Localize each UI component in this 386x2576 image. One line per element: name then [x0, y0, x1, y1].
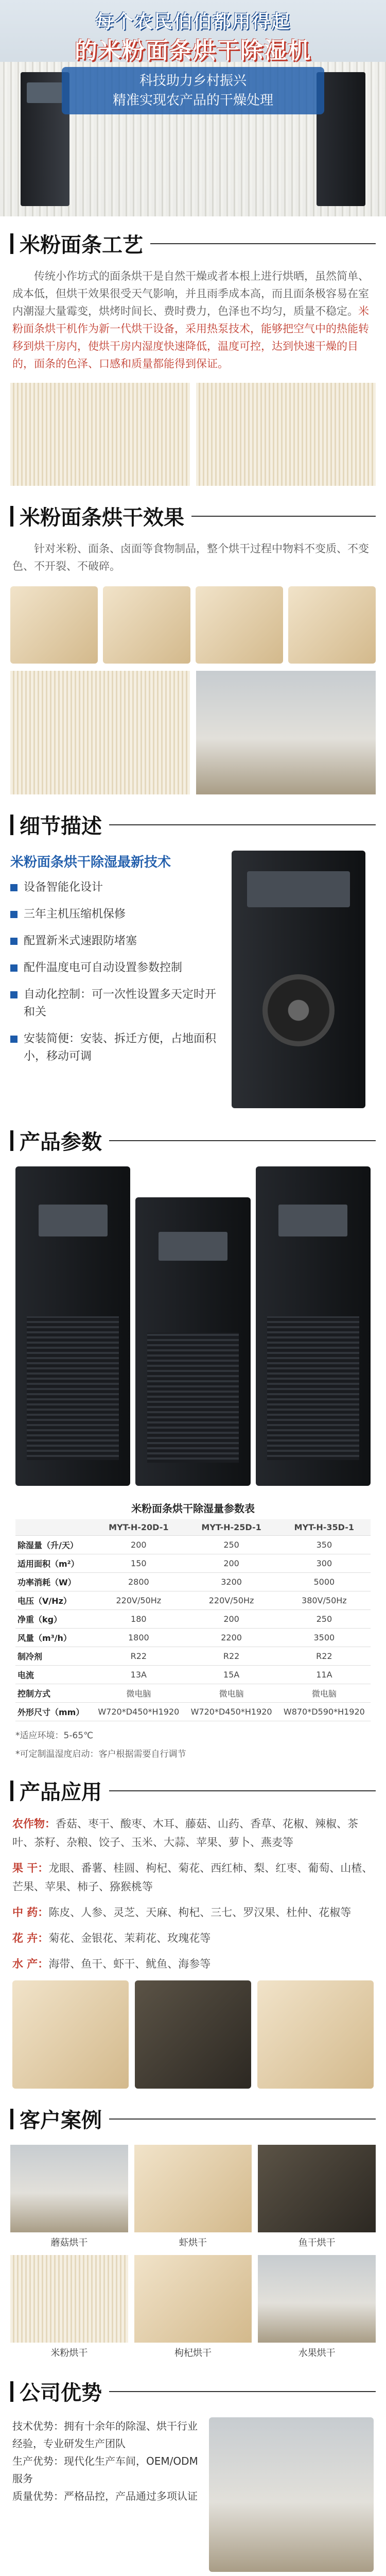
table-cell: 13A	[92, 1666, 185, 1684]
table-cell: R22	[185, 1647, 277, 1666]
section-title: 产品应用	[20, 1781, 102, 1804]
noodle-photo	[10, 383, 190, 486]
bullet-icon	[10, 1036, 17, 1043]
bullet-icon	[10, 991, 17, 998]
dryer-model-image	[256, 1166, 371, 1486]
list-item: 设备智能化设计	[10, 879, 216, 896]
table-row	[15, 1610, 371, 1629]
table-cell: R22	[92, 1647, 185, 1666]
table-row	[15, 1703, 371, 1721]
case-item: 蘑菇烘干	[10, 2145, 128, 2249]
section-header-cases	[0, 2092, 386, 2140]
section-header-effect	[0, 489, 386, 537]
table-cell: 2800	[92, 1573, 185, 1591]
factory-photo	[209, 2417, 374, 2572]
table-row	[15, 1554, 371, 1573]
table-cell: 250	[185, 1536, 277, 1554]
app-category: 农作物：香菇、枣干、酸枣、木耳、藤菇、山药、香草、花椒、辣椒、茶叶、茶籽、杂粮、饺子、玉米、大蒜、苹果、萝卜、燕麦等	[12, 1818, 358, 1849]
case-photo	[10, 2145, 128, 2232]
noodle-photo	[196, 383, 376, 486]
spec-note: *适应环境：5-65℃	[15, 1731, 94, 1741]
table-cell: 1800	[92, 1629, 185, 1647]
effect-large-photos	[0, 668, 386, 798]
section-header-company	[0, 2364, 386, 2412]
app-category: 水 产：海带、鱼干、虾干、鱿鱼、海参等	[12, 1958, 211, 1970]
table-cell: 微电脑	[278, 1684, 371, 1703]
table-cell: 电压（V/Hz）	[15, 1591, 92, 1610]
dryer-model-image	[15, 1166, 130, 1486]
product-photo	[12, 1980, 129, 2089]
case-photo	[258, 2255, 376, 2343]
case-item: 枸杞烘干	[134, 2255, 252, 2359]
table-cell: 净重（kg）	[15, 1610, 92, 1629]
table-cell: 15A	[185, 1666, 277, 1684]
case-photo	[134, 2255, 252, 2343]
table-cell: W870*D590*H1920	[278, 1703, 371, 1721]
section-header-detail	[0, 798, 386, 845]
table-cell: 除湿量（升/天）	[15, 1536, 92, 1554]
table-cell: 制冷剂	[15, 1647, 92, 1666]
table-cell: 适用面积（m²）	[15, 1554, 92, 1573]
list-item: 配件温度电可自动设置参数控制	[10, 959, 216, 977]
dryer-model-image	[135, 1197, 250, 1486]
detail-section	[0, 845, 386, 1113]
hero-subtitle: 精准实现农产品的干燥处理	[112, 93, 273, 108]
case-item: 米粉烘干	[10, 2255, 128, 2359]
bullet-icon	[10, 911, 17, 918]
app-category: 果 干：龙眼、番薯、桂圆、枸杞、菊花、西红柿、梨、红枣、葡萄、山楂、芒果、苹果、柿子、猕猴桃等	[12, 1862, 373, 1893]
product-photo	[288, 586, 376, 664]
spec-note: *可定制温湿度启动：客户根据需要自行调节	[15, 1749, 186, 1759]
table-cell: 电流	[15, 1666, 92, 1684]
table-cell: 220V/50Hz	[92, 1591, 185, 1610]
table-cell: 350	[278, 1536, 371, 1554]
table-cell: 250	[278, 1610, 371, 1629]
app-photos	[12, 1980, 374, 2089]
table-row	[15, 1629, 371, 1647]
craft-description: 传统小作坊式的面条烘干是自然干燥或者本根上进行烘晒，虽然简单、成本低，但烘干效果很受天气影响，并且雨季成本高，而且面条极容易在室内潮湿大量霉变，烘烤时间长、费时费力，色泽也不均匀，质量不稳定。米粉面条烘干机作为新一代烘干设备，采用热泵技术，能够把空气中的热能转移到烘干房内，使烘干房内湿度快速降低，温度可控，达到快速干燥的目的，面条的色泽、口感和质量都能得到保证。	[12, 270, 369, 370]
company-text: 技术优势：拥有十余年的除湿、烘干行业经验，专业研发生产团队 生产优势：现代化生产车间，OEM/ODM服务 质量优势：严格品控，产品通过多项认证	[12, 2420, 198, 2502]
section-title: 米粉面条烘干效果	[20, 506, 184, 530]
table-cell: W720*D450*H1920	[92, 1703, 185, 1721]
table-cell: 200	[92, 1536, 185, 1554]
table-cell: 220V/50Hz	[185, 1591, 277, 1610]
table-row	[15, 1573, 371, 1591]
table-cell: W720*D450*H1920	[185, 1703, 277, 1721]
table-cell: 微电脑	[92, 1684, 185, 1703]
spec-table-caption: 米粉面条烘干除湿量参数表	[131, 1502, 255, 1515]
table-cell: 200	[185, 1554, 277, 1573]
app-category: 中 药：陈皮、人参、灵芝、天麻、枸杞、三七、罗汉果、杜仲、花椒等	[12, 1906, 352, 1919]
effect-description: 针对米粉、面条、卤面等食物制品，整个烘干过程中物料不变质、不变色、不开裂、不破碎。	[12, 543, 369, 572]
table-cell: 11A	[278, 1666, 371, 1684]
table-cell: 功率消耗（W）	[15, 1573, 92, 1591]
case-photo	[10, 2255, 128, 2343]
noodle-rack-photo	[10, 671, 190, 794]
craft-photos	[0, 380, 386, 489]
product-photo	[10, 586, 98, 664]
hero-title: 的米粉面条烘干除湿机	[75, 38, 311, 64]
table-cell: 380V/50Hz	[278, 1591, 371, 1610]
case-grid	[0, 2140, 386, 2364]
section-header-apps	[0, 1764, 386, 1811]
table-cell: 外形尺寸（mm）	[15, 1703, 92, 1721]
case-item: 虾烘干	[134, 2145, 252, 2249]
hero-banner	[0, 0, 386, 216]
spec-table-body	[15, 1536, 371, 1721]
hero-slogan: 每个农民伯伯都用得起	[95, 11, 291, 32]
bullet-icon	[10, 938, 17, 945]
bullet-icon	[10, 964, 17, 972]
product-photo	[196, 586, 283, 664]
fan-icon	[262, 974, 335, 1046]
case-photo	[258, 2145, 376, 2232]
list-item: 配置新米式速跟防堵塞	[10, 933, 216, 950]
table-cell: 150	[92, 1554, 185, 1573]
product-photo	[257, 1980, 374, 2089]
product-images	[0, 1161, 386, 1491]
table-cell: 5000	[278, 1573, 371, 1591]
table-cell: 3500	[278, 1629, 371, 1647]
hero-subtitle: 科技助力乡村振兴	[139, 73, 247, 89]
list-item: 安装简便：安装、拆迁方便，占地面积小，移动可调	[10, 1030, 216, 1065]
section-title: 细节描述	[20, 815, 102, 838]
section-title: 客户案例	[20, 2109, 102, 2132]
table-cell: 200	[185, 1610, 277, 1629]
section-title: 米粉面条工艺	[20, 233, 143, 257]
section-header-params	[0, 1113, 386, 1161]
table-row	[15, 1591, 371, 1610]
company-section	[0, 2412, 386, 2576]
section-title: 公司优势	[20, 2381, 102, 2405]
table-row	[15, 1684, 371, 1703]
list-item: 自动化控制：可一次性设置多天定时开和关	[10, 986, 216, 1021]
table-row	[15, 1536, 371, 1554]
table-cell: R22	[278, 1647, 371, 1666]
spec-table	[15, 1496, 371, 1721]
product-photo	[135, 1980, 251, 2089]
table-cell: 控制方式	[15, 1684, 92, 1703]
table-row	[15, 1666, 371, 1684]
table-cell: 3200	[185, 1573, 277, 1591]
hero-subtitle-box	[62, 67, 324, 114]
table-cell: 微电脑	[185, 1684, 277, 1703]
table-header-row: MYT-H-20D-1 MYT-H-25D-1 MYT-H-35D-1	[15, 1519, 371, 1536]
section-header-craft	[0, 216, 386, 264]
case-photo	[134, 2145, 252, 2232]
section-title: 产品参数	[20, 1130, 102, 1154]
table-cell: 风量（m³/h）	[15, 1629, 92, 1647]
dryer-machine-image	[232, 851, 365, 1108]
list-item: 三年主机压缩机保修	[10, 906, 216, 923]
control-panel	[247, 871, 350, 907]
table-cell: 2200	[185, 1629, 277, 1647]
table-row	[15, 1647, 371, 1666]
product-photo	[103, 586, 190, 664]
case-item: 鱼干烘干	[258, 2145, 376, 2249]
bullet-icon	[10, 884, 17, 891]
table-cell: 300	[278, 1554, 371, 1573]
drying-room-photo	[196, 671, 376, 794]
detail-heading: 米粉面条烘干除湿最新技术	[10, 855, 171, 870]
app-category: 花 卉：菊花、金银花、茉莉花、玫瑰花等	[12, 1932, 211, 1944]
table-cell: 180	[92, 1610, 185, 1629]
case-item: 水果烘干	[258, 2255, 376, 2359]
apps-section	[0, 1811, 386, 2092]
effect-photos	[0, 582, 386, 668]
